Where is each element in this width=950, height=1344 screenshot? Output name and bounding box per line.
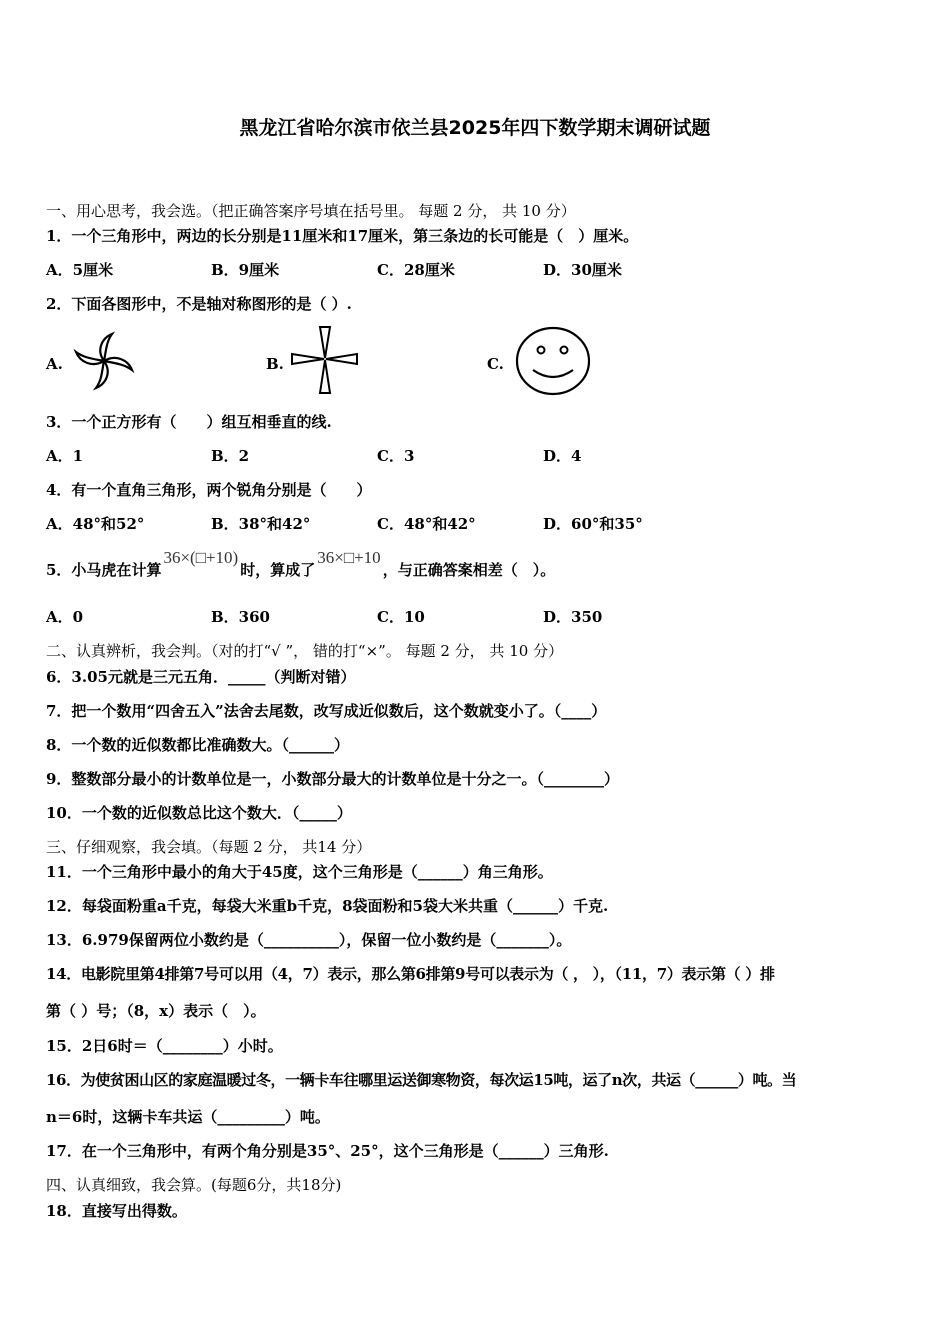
q2-option-b: B. (266, 355, 284, 373)
q1-option-b: B．9厘米 (211, 261, 280, 279)
question-15: 15．2日6时＝（________）小时。 (46, 1037, 283, 1055)
question-14: 14．电影院里第4排第7号可以用（4，7）表示，那么第6排第9号可以表示为（ ， ），（11，7）表示第（ ）排 (46, 965, 775, 983)
q3-option-c: C．3 (377, 447, 415, 465)
q1-option-d: D．30厘米 (543, 261, 622, 279)
q2-option-c: C. (487, 355, 504, 373)
question-4: 4．有一个直角三角形，两个锐角分别是（ ） (46, 481, 372, 499)
q4-option-a: A．48°和52° (46, 515, 145, 533)
question-6: 6．3.05元就是三元五角．_____（判断对错） (46, 668, 356, 686)
q5-option-c: C．10 (377, 608, 425, 626)
q5-expression-wrong: 36×□+10 (317, 548, 381, 567)
question-12: 12．每袋面粉重a千克，每袋大米重b千克，8袋面粉和5袋大米共重（______）千克. (46, 897, 609, 915)
q5-suffix: ，与正确答案相差（ ）。 (382, 561, 556, 579)
question-9: 9．整数部分最小的计数单位是一，小数部分最大的计数单位是十分之一。（________） (46, 770, 619, 788)
question-2: 2．下面各图形中，不是轴对称图形的是（ ）. (46, 295, 352, 313)
question-7: 7．把一个数用“四舍五入”法舍去尾数，改写成近似数后，这个数就变小了。（____） (46, 702, 607, 720)
q3-option-b: B．2 (211, 447, 250, 465)
question-16-continued: n＝6时，这辆卡车共运（_________）吨。 (46, 1108, 330, 1126)
q2-option-a: A. (46, 355, 63, 373)
cross-figure (290, 326, 360, 394)
q4-option-d: D．60°和35° (543, 515, 643, 533)
question-11: 11．一个三角形中最小的角大于45度，这个三角形是（______）角三角形。 (46, 863, 553, 881)
q5-prefix: 5．小马虎在计算 (46, 561, 162, 579)
section-4-heading: 四、认真细致，我会算。(每题6分，共18分) (46, 1176, 342, 1194)
question-13: 13．6.979保留两位小数约是（__________），保留一位小数约是（_______）。 (46, 931, 572, 949)
q3-option-d: D．4 (543, 447, 582, 465)
q4-option-b: B．38°和42° (211, 515, 311, 533)
question-10: 10．一个数的近似数总比这个数大．（_____） (46, 804, 352, 822)
q5-expression-correct: 36×(□+10) (163, 548, 239, 567)
q5-option-b: B．360 (211, 608, 270, 626)
question-17: 17．在一个三角形中，有两个角分别是35°、25°，这个三角形是（______）三角形. (46, 1142, 609, 1160)
q1-option-a: A．5厘米 (46, 261, 114, 279)
q4-option-c: C．48°和42° (377, 515, 476, 533)
question-16: 16．为使贫困山区的家庭温暖过冬，一辆卡车往哪里运送御寒物资，每次运15吨，运了n次，共运（______）吨。当 (46, 1071, 797, 1089)
smiley-face-figure (514, 326, 592, 396)
question-3: 3．一个正方形有（ ）组互相垂直的线. (46, 413, 332, 431)
q5-option-a: A．0 (46, 608, 84, 626)
q5-middle: 时，算成了 (240, 561, 316, 579)
q3-option-a: A．1 (46, 447, 84, 465)
question-14-continued: 第（ ）号；（8，x）表示（ ）。 (46, 1002, 266, 1020)
question-8: 8．一个数的近似数都比准确数大。（______） (46, 736, 349, 754)
q1-option-c: C．28厘米 (377, 261, 455, 279)
section-2-heading: 二、认真辨析，我会判。（对的打“√ ”， 错的打“×”。 每题 2 分， 共 10 分） (46, 642, 564, 660)
question-5 (46, 548, 556, 580)
q5-option-d: D．350 (543, 608, 603, 626)
pinwheel-figure (66, 328, 142, 394)
section-3-heading: 三、仔细观察，我会填。（每题 2 分， 共14 分） (46, 838, 372, 856)
page-title: 黑龙江省哈尔滨市依兰县2025年四下数学期末调研试题 (239, 117, 711, 139)
question-1: 1．一个三角形中，两边的长分别是11厘米和17厘米，第三条边的长可能是（ ）厘米。 (46, 227, 639, 245)
section-1-heading: 一、用心思考，我会选。（把正确答案序号填在括号里。 每题 2 分， 共 10 分） (46, 202, 576, 220)
question-18: 18．直接写出得数。 (46, 1202, 187, 1220)
